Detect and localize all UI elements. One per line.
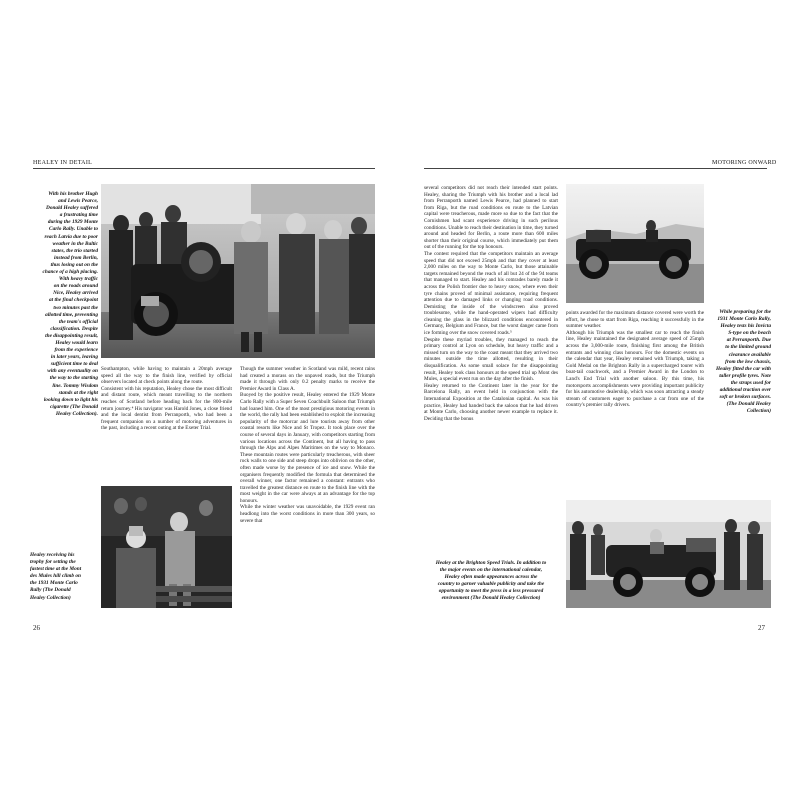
photo-caption-monte-carlo-1929: With his brother Hugh and Lewis Pearce, Donald Healey suffered a frustrating time during the 1929 Monte Carlo Rally. Unable to reach Latvia due to poor weather in the Baltic states, the trio started instead from Berlin, thus losing out on the chance of a high placing. With heavy traffic on the roads around Nice, Healey arrived at the final checkpoint two minutes past the allotted time, preventing the team's official classification. Despite the disappointing result, Healey would learn from the experience in later years, leaving sufficient time to deal with any eventuality on the way to the starting line. Tommy Wisdom stands at the right looking down to light his cigarette (The Donald Healey Collection). <box>42 191 98 417</box>
header-rule-right <box>424 168 767 169</box>
page-number-left: 26 <box>33 624 40 632</box>
photo-trophy-presentation <box>101 486 232 608</box>
photo-caption-trophy: Healey receiving his trophy for setting the fastest time at the Mont des Mules hill climb on the 1931 Monte Carlo Rally (The Donald Healey Collection) <box>30 552 82 601</box>
left-column-1-top: Southampton, while having to maintain a 20mph average speed all the way to the finish line, verified by official observers located at check points along the route. Consistent with his reputation, Healey chose the most difficult and distant route, which meant travelling to the northern reaches of Scotland before heading back for the 800-mile return journey.⁴ His navigator was Harold Jones, a close friend and the local dentist from Perranporth, who had been a frequent companion on a number of motoring adventures in the past, including a recent outing at the Exeter Trial. <box>101 366 232 432</box>
left-column-2: Though the summer weather in Scotland was mild, recent rains had created a morass on the unpaved roads, but the Triumph made it through with only 0.2 penalty marks to receive the Premier Award in Class A. Buoyed by the positive result, Healey entered the 1929 Monte Carlo Rally with a Super Seven Coachbuilt Saloon that Triumph had loaned him. One of the most prestigious motoring events in the world, the rally had been established to exploit the increasing popularity of the motorcar and lure tourists away from other coastal resorts like Nice and St Tropez. It took place over the course of several days in January, with competitors starting from various locations across the Continent, but all having to pass through the Alps and Alpes Maritimes on the way to Monaco. These mountain routes were particularly treacherous, with sheer rock walls to one side and steep drops into oblivion on the other, often made worse by the presence of ice and snow. While the organisers frequently modified the formula that determined the overall winner, one factor remained a constant: entrants who travelled the greatest distance en route to the finish line with the most weight in the car were always at an advantage for the top honours. While the winter weather was unavoidable, the 1929 event ran headlong into the worst conditions in more than 300 years, so severe that <box>240 366 375 524</box>
running-head-left: HEALEY IN DETAIL <box>33 160 93 166</box>
photo-caption-brighton: Healey at the Brighton Speed Trials. In addition to the major events on the international calendar, Healey often made appearances across the country to garner valuable publicity and take the opportunity to meet the press in a less pressured environment (The Donald Healey Collection) <box>435 560 547 602</box>
photo-monte-carlo-group <box>101 184 375 358</box>
right-column-2: points awarded for the maximum distance covered were worth the effort, he chose to start from Riga, reaching it successfully in the summer weather. Although his Triumph was the smallest car to reach the finish line, Healey maintained the designated average speed of 25mph across the 3,000-mile route, finishing first among the British entrants and winning class honours. For the domestic events on the calendar that year, Healey remained with Triumph, taking a Gold Medal on the Brighton Rally in a supercharged tourer with boat-tail coachwork, and a Premier Award in the London to Land's End Trial with another saloon. By this time, his motorsports accomplishments were providing important publicity for his automotive dealership, which was soon attracting a steady stream of customers eager to purchase a car from one of the country's premier rally drivers. <box>566 310 704 409</box>
running-head-right: MOTORING ONWARD <box>712 160 777 166</box>
header-rule-left <box>33 168 375 169</box>
photo-invicta-beach <box>566 184 704 303</box>
photo-brighton-speed-trials <box>566 500 771 608</box>
page-number-right: 27 <box>758 624 765 632</box>
photo-caption-invicta: While preparing for the 1931 Monte Carlo Rally, Healey tests his Invicta S-type on the beach at Perranporth. Due to the limited ground clearance available from the low chassis, Healey fitted the car with taller profile tyres. Note the straps used for additional traction over soft or broken surfaces. (The Donald Healey Collection) <box>715 309 771 415</box>
right-column-1: several competitors did not reach their intended start points. Healey, sharing the Triumph with his brother and a local lad from Perranporth named Lewis Pearce, had planned to start from Riga, but the road conditions en route to the Latvian capital were treacherous, made more so due to the fact that the Cornishmen had scant experience driving in such perilous conditions. Unable to reach their destination in time, they turned around and headed for Berlin, a route more than 600 miles shorter than their original course, which immediately put them out of the running for the top honours. The contest required that the competitors maintain an average speed that did not exceed 25mph and that they cover at least 2,000 miles on the way to Monte Carlo, but those attainable targets remained beyond the reach of all but 24 of the 94 teams that managed to start. Healey and his comrades barely made it across the Polish frontier due to heavy snow, where even their tyre chains proved of minimal assistance, requiring frequent attention due to damaged links or changing road conditions. Demisting the inside of the windscreen also proved troublesome, while the hand-operated wipers had difficulty cleaning the glass in the blizzard conditions encountered in Germany, Belgium and France, but the worst danger came from ice forming over the snow covered roads.⁵ Despite these myriad troubles, they managed to reach the primary control at Lyon on schedule, but heavy traffic and a missed turn on the way to the coast meant that they arrived two minutes outside the time allotted, resulting in their disqualification. As some small solace for the disappointing result, Healey took class honours at the speed trial up Mont des Mules, a special event run on the day after the finish. Healey returned to the Continent later in the year for the Barcelona Rally, an event held in conjunction with the International Exposition at the Catalonian capital. As was his practice, Healey had handed back the saloon that he had driven at Monte Carlo, choosing another newer example to replace it. Deciding that the bonus <box>424 185 558 422</box>
